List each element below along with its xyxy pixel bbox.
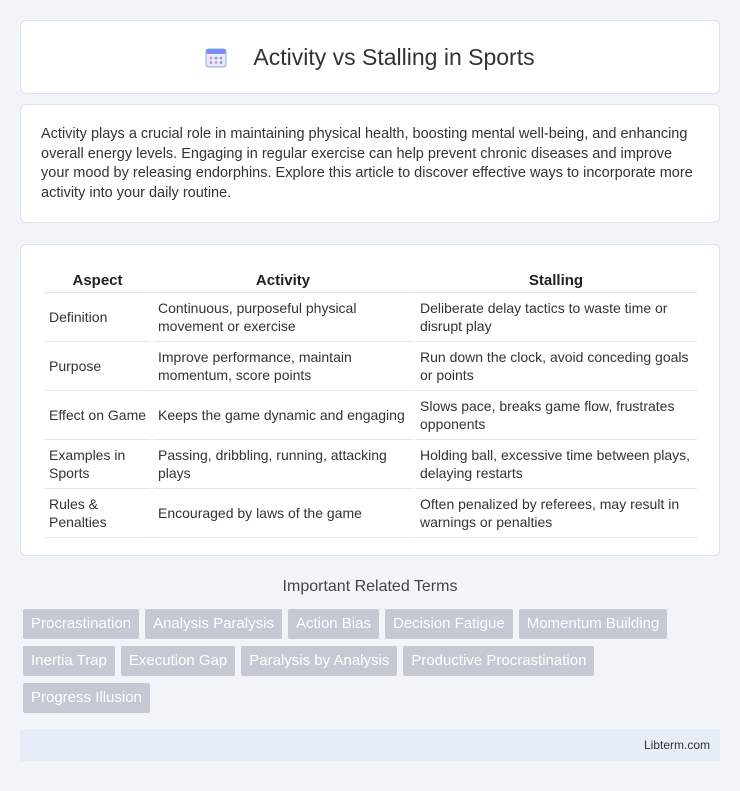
table-cell: Purpose (44, 342, 151, 391)
table-cell: Definition (44, 293, 151, 342)
table-row (44, 489, 697, 538)
table-cell: Rules & Penalties (44, 489, 151, 538)
table-cell: Passing, dribbling, running, attacking plays (153, 440, 413, 489)
table-row (44, 440, 697, 489)
intro-text: Activity plays a crucial role in maintaining physical health, boosting mental well-being, and enhancing overall energy levels. Engaging in regular exercise can help prevent chronic diseases and improve your mood by releasing endorphins. Explore this article to discover effective ways to incorporate more activity into your daily routine. (41, 126, 693, 201)
column-header-activity: Activity (153, 263, 413, 293)
table-cell: Slows pace, breaks game flow, frustrates opponents (415, 391, 697, 440)
page-title: Activity vs Stalling in Sports (253, 43, 535, 70)
column-header-aspect: Aspect (44, 263, 151, 293)
table-row (44, 293, 697, 342)
term-tag[interactable]: Analysis Paralysis (145, 609, 282, 639)
term-tag[interactable]: Progress Illusion (23, 683, 150, 713)
term-tag[interactable]: Momentum Building (519, 609, 668, 639)
table-cell: Often penalized by referees, may result in warnings or penalties (415, 489, 697, 538)
column-header-stalling: Stalling (415, 263, 697, 293)
term-tag[interactable]: Action Bias (288, 609, 379, 639)
comparison-card (20, 244, 720, 556)
term-tag[interactable]: Paralysis by Analysis (241, 646, 397, 676)
related-terms-title: Important Related Terms (282, 578, 458, 595)
term-tag[interactable]: Execution Gap (121, 646, 235, 676)
table-cell: Improve performance, maintain momentum, score points (153, 342, 413, 391)
header-card (20, 20, 720, 94)
table-cell: Deliberate delay tactics to waste time or disrupt play (415, 293, 697, 342)
table-cell: Effect on Game (44, 391, 151, 440)
related-terms-list (23, 609, 723, 720)
footer (20, 729, 720, 761)
table-cell: Run down the clock, avoid conceding goals or points (415, 342, 697, 391)
footer-site-link[interactable]: Libterm.com (643, 738, 710, 752)
table-row (44, 391, 697, 440)
term-tag[interactable]: Inertia Trap (23, 646, 115, 676)
comparison-table (42, 263, 699, 538)
table-cell: Encouraged by laws of the game (153, 489, 413, 538)
table-cell: Examples in Sports (44, 440, 151, 489)
table-cell: Continuous, purposeful physical movement or exercise (153, 293, 413, 342)
calendar-icon (205, 46, 227, 68)
term-tag[interactable]: Decision Fatigue (385, 609, 513, 639)
table-header-row (44, 263, 697, 293)
term-tag[interactable]: Productive Procrastination (403, 646, 594, 676)
intro-card (20, 104, 720, 223)
table-cell: Keeps the game dynamic and engaging (153, 391, 413, 440)
table-row (44, 342, 697, 391)
term-tag[interactable]: Procrastination (23, 609, 139, 639)
table-cell: Holding ball, excessive time between plays, delaying restarts (415, 440, 697, 489)
